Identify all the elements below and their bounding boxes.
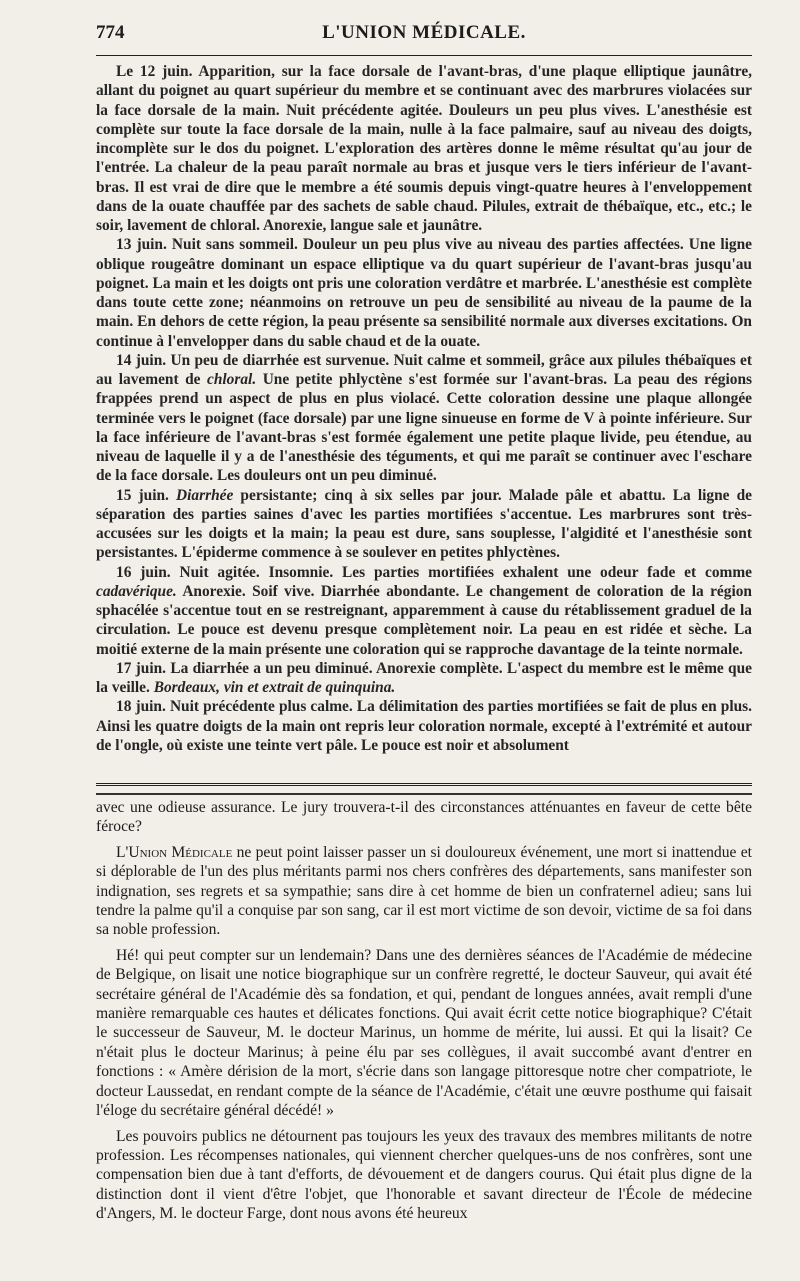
feuilleton-paragraph: avec une odieuse assurance. Le jury trouvera-t-il des circonstances atténuantes en faveur de cette bête féroce? bbox=[96, 799, 752, 836]
page-number: 774 bbox=[96, 22, 125, 43]
running-title: L'UNION MÉDICALE. bbox=[322, 22, 526, 43]
entry-text: La diarrhée a un peu diminué. Anorexie complète. L'aspect du membre est le même que la veille. bbox=[96, 659, 752, 696]
journal-name: L'Union Médicale bbox=[116, 843, 233, 861]
entry-12-juin bbox=[96, 62, 752, 235]
feuilleton-text bbox=[96, 798, 752, 1224]
entry-italic: chloral. bbox=[207, 371, 257, 388]
entry-date: 18 juin. bbox=[116, 698, 166, 716]
entry-italic: cadavérique. bbox=[96, 582, 177, 600]
entry-text: Un peu de diarrhée est survenue. Nuit calme et sommeil, grâce aux pilules thébaïques et au lavement de bbox=[96, 351, 752, 388]
entry-14-juin bbox=[96, 351, 752, 486]
entry-date: 15 juin. bbox=[116, 486, 169, 504]
entry-date: 16 juin. bbox=[116, 563, 171, 581]
entry-text: Nuit sans sommeil. Douleur un peu plus vive au niveau des parties affectées. Une ligne oblique rougeâtre dominant un espace elliptique va du quart supérieur de l'avant-bras jusqu'au poignet. La main et les doigts ont pris une coloration verdâtre et marbrée. L'anesthésie est complète dans toute cette zone; néanmoins on retrouve un peu de sensibilité au niveau de la paume de la main. En dehors de cette région, la peau présente sa sensibilité normale aux diverses excitations. On continue à l'envelopper dans du sable chaud et de la ouate. bbox=[96, 236, 752, 350]
entry-13-juin bbox=[96, 235, 752, 351]
entry-text: persistante; cinq à six selles par jour. Malade pâle et abattu. La ligne de séparation des parties saines d'avec les parties mortifiées s'accentue. Les marbrures sont très-accusées sur les doigts et la main; la peau est dure, sans souplesse, l'algidité et l'anesthésie sont persistantes. L'épiderme commence à se soulever en petites phlyctènes. bbox=[96, 486, 752, 562]
entry-text: Nuit agitée. Insomnie. Les parties mortifiées exhalent une odeur fade et comme bbox=[179, 563, 752, 581]
feuilleton-paragraph bbox=[96, 843, 752, 940]
entry-15-juin bbox=[96, 486, 752, 563]
entry-text-cont: Une petite phlyctène s'est formée sur l'avant-bras. La peau des régions frappées prend un aspect de plus en plus violacé. Cette coloration dessine une plaque allongée terminée vers le poignet (face dorsale) par une ligne sinueuse en forme de V à pointe inférieure. Sur la face inférieure de l'avant-bras s'est formée également une petite plaque livide, peu étendue, au niveau de laquelle il y a de l'anesthésie des téguments, et qui me paraît se continuer avec l'eschare de la face dorsale. Les douleurs ont un peu diminué. bbox=[96, 371, 752, 485]
entry-date: 14 juin. bbox=[116, 351, 167, 369]
feuilleton-paragraph: Hé! qui peut compter sur un lendemain? Dans une des dernières séances de l'Académie de médecine de Belgique, on lisait une notice biographique sur un confrère regretté, le docteur Sauveur, qui avait été secrétaire général de l'Académie dès sa fondation, et qui, pendant de longues années, avait rempli d'une manière remarquable ces hautes et délicates fonctions. Qui avait écrit cette notice biographique? C'était le successeur de Sauveur, M. le docteur Marinus, un homme de mérite, lui aussi. Et qui la lisait? Ce n'était plus le docteur Marinus; à peine élu par ses collègues, il avait succombé avant d'entrer en fonctions : « Amère dérision de la mort, s'écrie dans son langage pittoresque notre cher compatriote, le docteur Laussedat, en rendant compte de la séance de l'Académie, c'était une œuvre posthume qui faisait l'éloge du secrétaire général décédé! » bbox=[96, 946, 752, 1120]
entry-italic: Bordeaux, vin et extrait de quinquina. bbox=[153, 679, 396, 696]
entry-text-cont: Anorexie. Soif vive. Diarrhée abondante. Le changement de coloration de la région sphacélée s'accentue tout en se restreignant, apparemment à cause du rétablissement graduel de la circulation. Le pouce est devenu presque complètement noir. La peau en est ridée et sèche. La moitié externe de la main présente une coloration qui se rapproche davantage de la teinte normale. bbox=[96, 582, 752, 658]
entry-16-juin bbox=[96, 563, 752, 659]
entry-text: Nuit précédente plus calme. La délimitation des parties mortifiées se fait de plus en plus. Ainsi les quatre doigts de la main ont repris leur coloration normale, excepté à l'extrémité et autour de l'ongle, où existe une teinte vert pâle. Le pouce est noir et absolument bbox=[96, 698, 753, 754]
entry-date: Le 12 juin. bbox=[116, 63, 193, 80]
header-rule bbox=[96, 55, 752, 56]
clinical-observation bbox=[96, 62, 752, 755]
entry-18-juin bbox=[96, 697, 752, 755]
feuilleton-rule bbox=[96, 793, 752, 795]
entry-date: 17 juin. bbox=[116, 659, 167, 677]
entry-italic: Diarrhée bbox=[176, 486, 234, 504]
feuilleton-paragraph: Les pouvoirs publics ne détournent pas toujours les yeux des travaux des membres militants de notre profession. Les récompenses nationales, qui viennent chercher quelques-uns de nos confrères, sont une compensation bien due à tant d'efforts, de dévouement et de dangers courus. Qui était plus digne de la distinction dont il vient d'être l'objet, que l'honorable et savant directeur de l'École de médecine d'Angers, M. le docteur Farge, dont nous avons été heureux bbox=[96, 1127, 752, 1223]
paragraph-text: ne peut point laisser passer un si douloureux événement, une mort si inattendue et si déplorable de l'un des plus méritants parmi nos chers confrères des départements, sans manifester son indignation, ses regrets et sa sympathie; sans dire à cet homme de bien un confraternel adieu; sans lui tendre la palme qu'il a conquise par son sang, car il est mort victime de son devoir, victime de sa foi dans sa noble profession. bbox=[96, 843, 753, 939]
entry-17-juin bbox=[96, 659, 752, 698]
page-header bbox=[96, 22, 752, 52]
entry-text: Apparition, sur la face dorsale de l'avant-bras, d'une plaque elliptique jaunâtre, allant du poignet au quart supérieur du membre et se continuant avec des marbrures violacées sur la face dorsale de la main. Nuit précédente agitée. Douleurs un peu plus vives. L'anesthésie est complète sur toute la face dorsale de la main, nulle à la face palmaire, sauf au niveau des doigts, incomplète sur le dos du poignet. L'exploration des artères donne le même résultat qu'au jour de l'entrée. La chaleur de la peau paraît normale au bras et jusque vers le tiers inférieur de l'avant-bras. Il est vrai de dire que le membre a été soumis depuis vingt-quatre heures à l'enveloppement dans de la ouate chauffée par des sachets de sable chaud. Pilules, extrait de thébaïque, etc., etc.; le soir, lavement de chloral. Anorexie, langue sale et jaunâtre. bbox=[96, 63, 752, 234]
entry-date: 13 juin. bbox=[116, 236, 167, 254]
section-double-rule bbox=[96, 783, 752, 790]
